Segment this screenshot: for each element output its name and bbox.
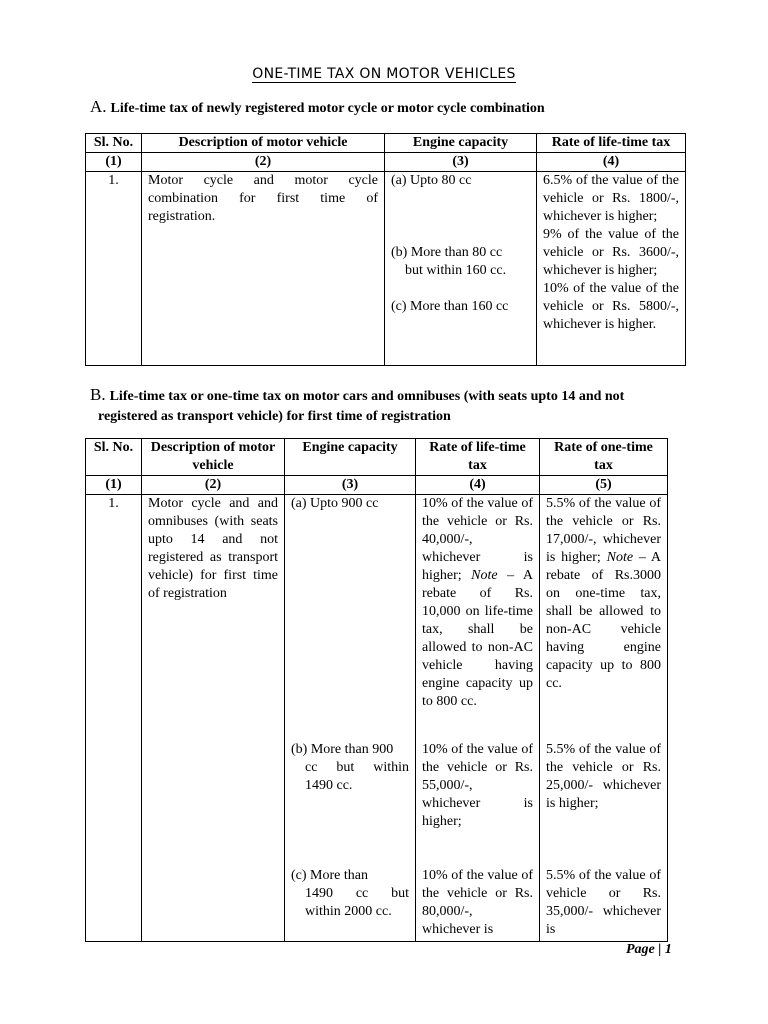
table-a-col-number: (2)	[142, 153, 385, 172]
table-b-capacity-cell	[285, 495, 416, 942]
table-a-header-capacity: Engine capacity	[385, 134, 537, 153]
capacity-label-cont: but within 160 cc.	[405, 263, 507, 278]
capacity-label: (c) More than	[291, 868, 368, 883]
section-b-heading	[90, 385, 690, 427]
page-title: ONE-TIME TAX ON MOTOR VEHICLES	[252, 66, 516, 82]
section-a-heading-text: Life-time tax of newly registered motor cycle or motor cycle combination	[110, 101, 545, 116]
onetime-rate-item: 5.5% of the value of the vehicle or Rs. 25,000/- whichever is higher;	[546, 742, 661, 811]
table-b-col-number: (4)	[416, 476, 540, 495]
note-label: Note	[606, 550, 634, 565]
table-b-header-description: Description of motor vehicle	[142, 439, 285, 476]
rate-item: 10% of the value of the vehicle or Rs. 5800/-, whichever is higher.	[543, 281, 679, 332]
section-b-letter: B.	[90, 385, 106, 404]
table-b-number-row	[86, 476, 668, 495]
table-a-capacity-cell	[385, 172, 537, 366]
table-a-number-row	[86, 153, 686, 172]
table-b-col-number: (1)	[86, 476, 142, 495]
table-a-rate-cell	[537, 172, 686, 366]
table-a-header-sl: Sl. No.	[86, 134, 142, 153]
capacity-item	[291, 867, 409, 921]
table-b-header-capacity: Engine capacity	[285, 439, 416, 476]
section-b-heading-line2: registered as transport vehicle) for first time of registration	[98, 409, 451, 424]
capacity-label-cont: cc but within 1490 cc.	[305, 760, 409, 793]
page-number: Page | 1	[626, 942, 672, 957]
rate-item: 9% of the value of the vehicle or Rs. 3600/-, whichever is higher;	[543, 227, 679, 278]
table-b-header-row	[86, 439, 668, 476]
table-b-sl-cell: 1.	[86, 495, 142, 942]
capacity-label: (a) Upto 900 cc	[291, 496, 379, 511]
table-b-col-number: (3)	[285, 476, 416, 495]
table-b-lifetime-cell	[416, 495, 540, 942]
table-a-header-rate: Rate of life-time tax	[537, 134, 686, 153]
capacity-item	[291, 741, 409, 867]
table-a	[85, 133, 686, 366]
table-a-col-number: (3)	[385, 153, 537, 172]
table-b-onetime-cell	[540, 495, 668, 942]
onetime-rate-item	[546, 495, 661, 741]
onetime-rate-text: 5.5% of the value of the vehicle or Rs. 17,000/-, whichever is higher;	[546, 496, 661, 565]
table-b-col-number: (2)	[142, 476, 285, 495]
table-row	[86, 172, 686, 366]
table-a-sl-cell: 1.	[86, 172, 142, 366]
capacity-item	[391, 298, 530, 316]
note-label: Note	[471, 568, 498, 583]
onetime-rate-item: 5.5% of the value of vehicle or Rs. 35,000/- whichever is	[546, 868, 661, 937]
capacity-label-cont: 1490 cc but within 2000 cc.	[305, 886, 409, 919]
table-a-col-number: (1)	[86, 153, 142, 172]
table-b	[85, 438, 668, 942]
lifetime-rate-text: 10% of the value of the vehicle or Rs. 40,000/-, whichever is higher;	[422, 496, 533, 583]
lifetime-rate-item	[422, 495, 533, 741]
lifetime-rate-item: 10% of the value of the vehicle or Rs. 55,000/-, whichever is higher;	[422, 742, 533, 829]
section-b-heading-line1: Life-time tax or one-time tax on motor cars and omnibuses (with seats upto 14 and not	[109, 389, 625, 404]
table-b-header-onetime: Rate of one-time tax	[540, 439, 668, 476]
capacity-label: (a) Upto 80 cc	[391, 173, 472, 188]
onetime-note-text: – A rebate of Rs.3000 on one-time tax, shall be allowed to non-AC vehicle having engine capacity up to 800 cc.	[546, 550, 662, 691]
table-b-header-lifetime: Rate of life-time tax	[416, 439, 540, 476]
capacity-label: (c) More than 160 cc	[391, 299, 509, 314]
section-a-heading	[90, 97, 690, 119]
table-a-header-row	[86, 134, 686, 153]
table-a-description-cell: Motor cycle and motor cycle combination for first time of registration.	[142, 172, 385, 366]
capacity-label: (b) More than 80 cc	[391, 245, 503, 260]
table-row	[86, 495, 668, 942]
table-a-col-number: (4)	[537, 153, 686, 172]
lifetime-rate-item: 10% of the value of the vehicle or Rs. 80,000/-, whichever is	[422, 868, 533, 937]
capacity-item	[391, 244, 530, 298]
table-b-col-number: (5)	[540, 476, 668, 495]
lifetime-note-text: – A rebate of Rs. 10,000 on life-time tax, shall be allowed to non-AC vehicle having engine capacity up to 800 cc.	[422, 568, 533, 709]
rate-item: 6.5% of the value of the vehicle or Rs. 1800/-, whichever is higher;	[543, 173, 679, 224]
table-b-header-sl: Sl. No.	[86, 439, 142, 476]
section-a-letter: A.	[90, 97, 107, 116]
capacity-label: (b) More than 900	[291, 742, 394, 757]
capacity-item	[291, 495, 409, 741]
table-b-description-cell: Motor cycle and and omnibuses (with seats upto 14 and not registered as transport vehicle) for first time of registration	[142, 495, 285, 942]
table-a-header-description: Description of motor vehicle	[142, 134, 385, 153]
capacity-item	[391, 172, 530, 244]
